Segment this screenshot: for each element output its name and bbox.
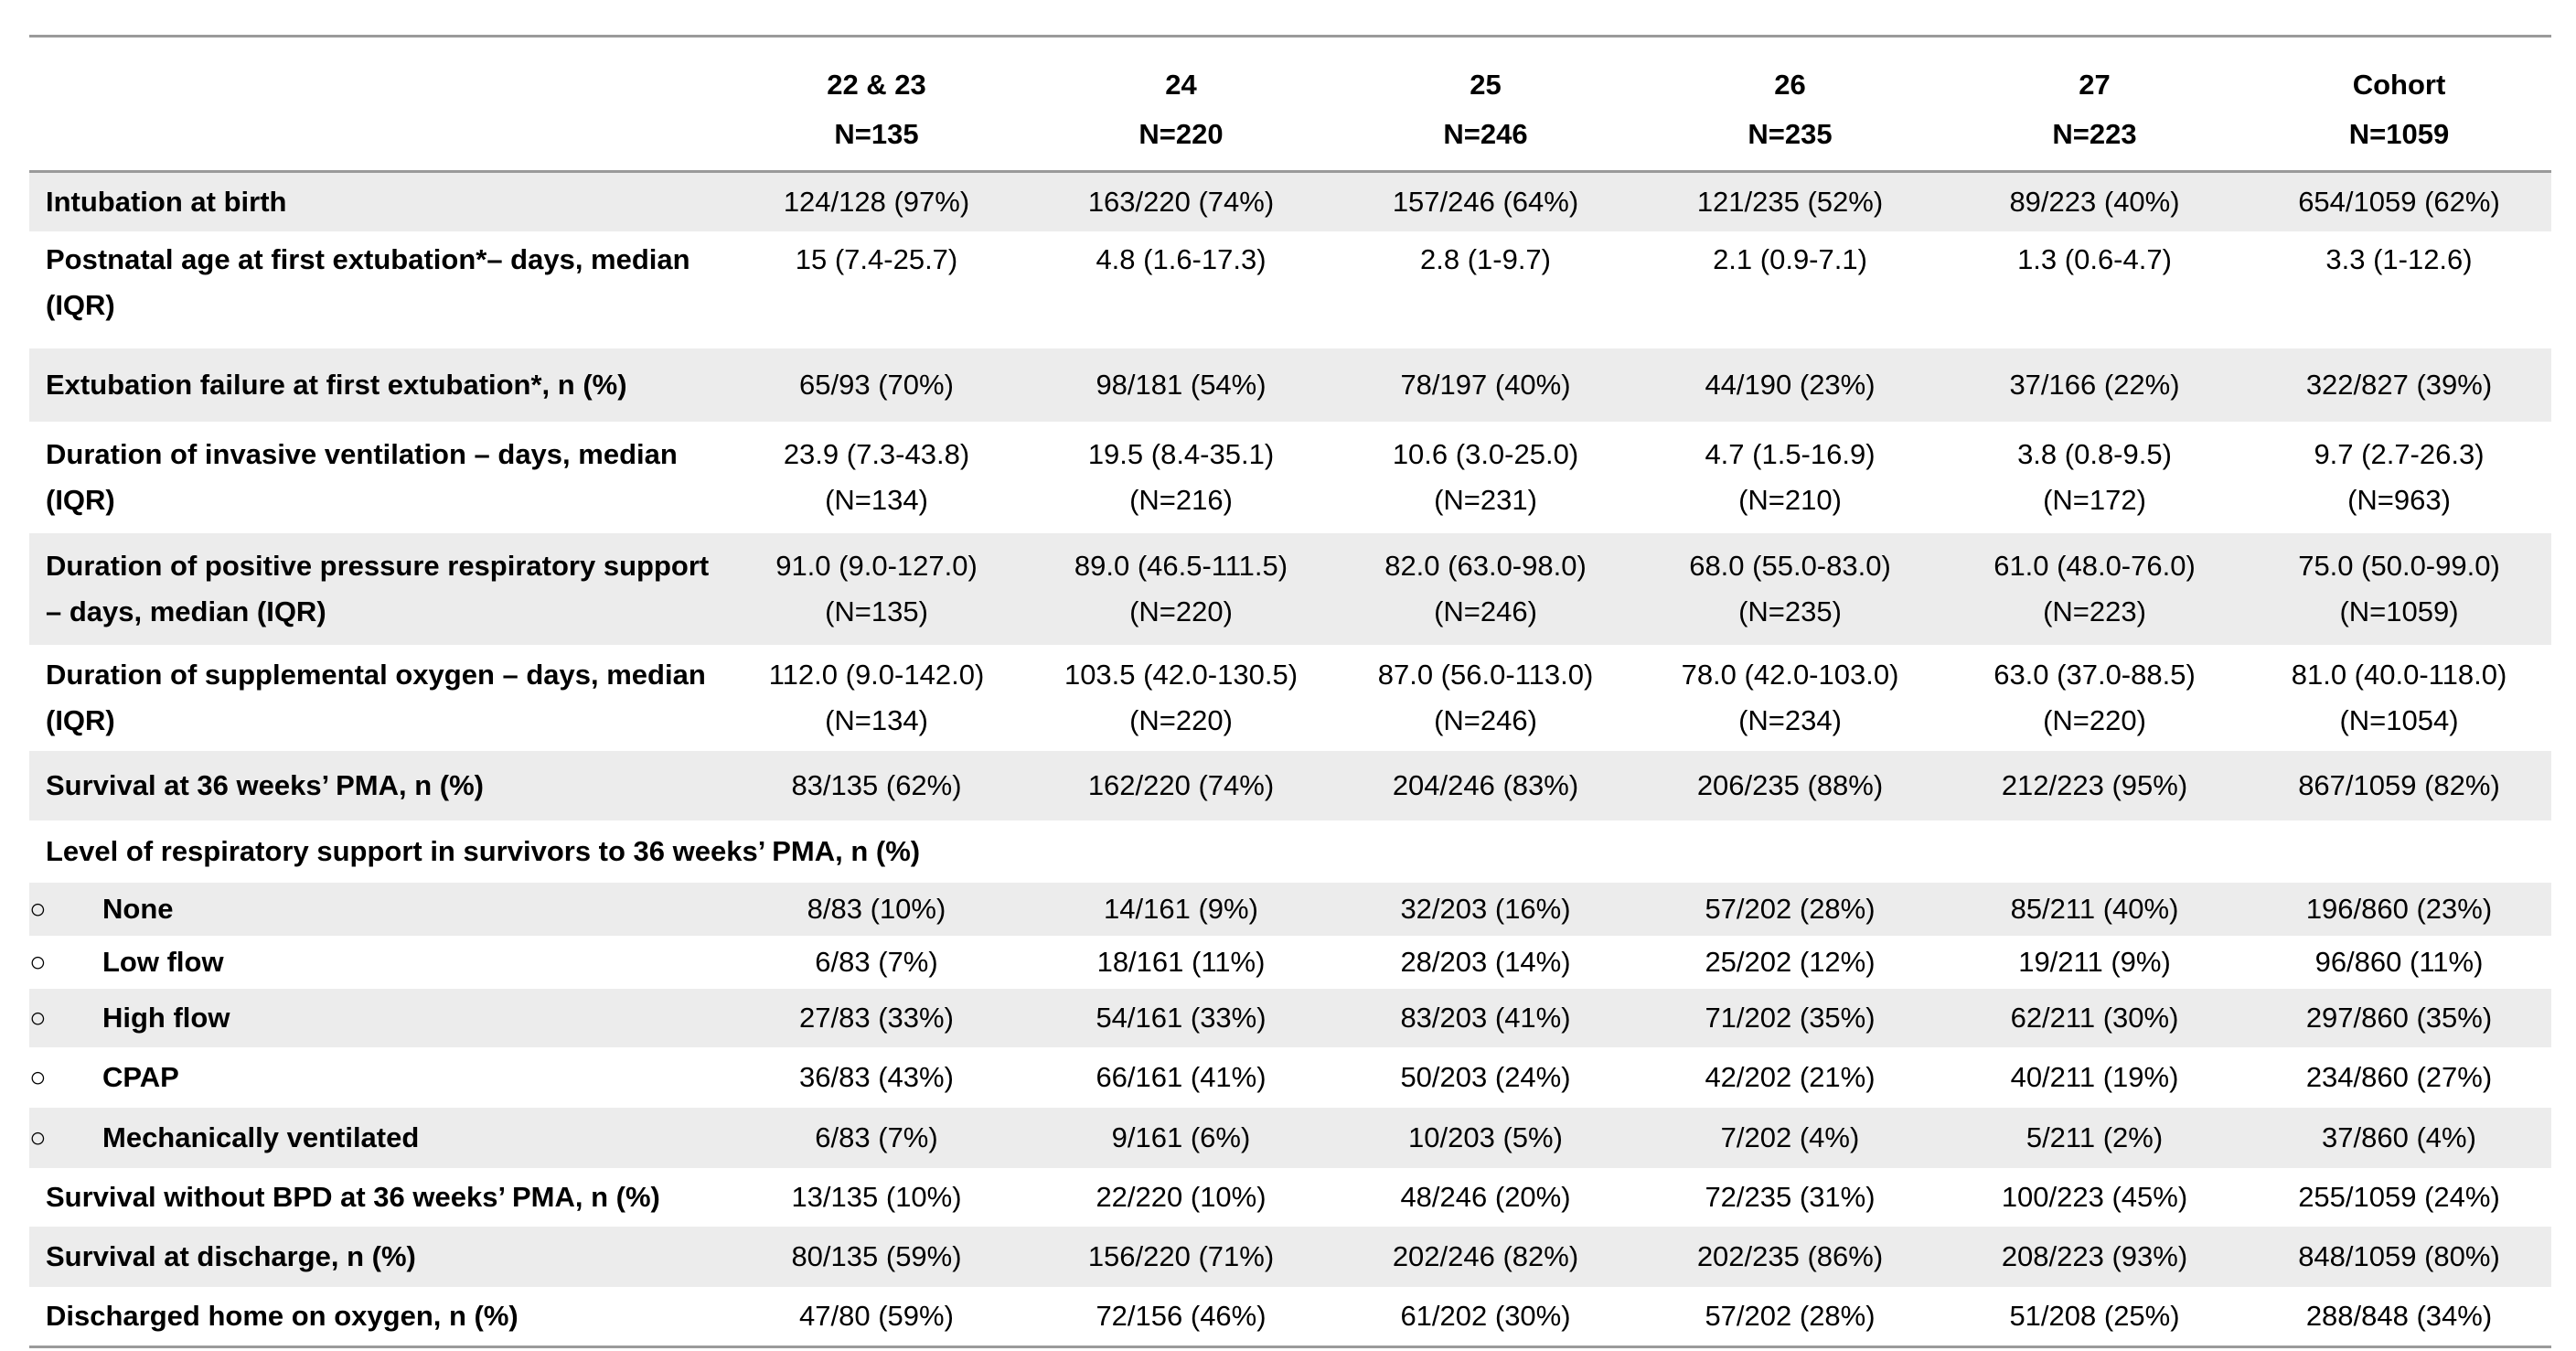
cell-value: 91.0 (9.0-127.0) [775,550,978,582]
table-cell: 288/848 (34%) [2247,1287,2551,1347]
row-label [29,1047,724,1108]
table-cell: 2.8 (1-9.7) [1419,243,1551,275]
table-row [29,751,2551,820]
table-row [29,231,2551,348]
table-cell: 867/1059 (82%) [2247,751,2551,820]
cell-value: 78.0 (42.0-103.0) [1681,659,1899,691]
cell-value: 63.0 (37.0-88.5) [1993,659,2196,691]
table-cell: 78/197 (40%) [1333,348,1638,422]
row-label: Survival at 36 weeks’ PMA, n (%) [29,751,724,820]
table-cell: 5/211 (2%) [1942,1108,2247,1168]
table-cell: 121/235 (52%) [1638,172,1942,232]
header-label: 27 [2079,69,2111,101]
header-n: N=135 [834,118,919,150]
table-cell: 10/203 (5%) [1333,1108,1638,1168]
table-cell: 234/860 (27%) [2305,1061,2493,1093]
table-cell [1029,422,1333,533]
cell-n: (N=235) [1738,595,1842,627]
header-label: 22 & 23 [827,69,926,101]
table-cell [1333,533,1638,645]
row-label-text: Low flow [102,946,224,978]
table-cell: 9/161 (6%) [1029,1108,1333,1168]
cell-n: (N=135) [825,595,928,627]
row-label: Duration of supplemental oxygen – days, median (IQR) [46,659,706,736]
row-label: Duration of positive pressure respiratory support – days, median (IQR) [29,533,724,645]
cell-value: 112.0 (9.0-142.0) [768,659,985,691]
bullet-icon: ○ [29,946,47,978]
table-row [29,172,2551,232]
table-cell: 322/827 (39%) [2247,348,2551,422]
table-cell: 196/860 (23%) [2247,883,2551,936]
table-cell [1029,533,1333,645]
row-label-text: CPAP [102,1061,179,1093]
table-cell: 28/203 (14%) [1400,946,1571,978]
table-cell: 18/161 (11%) [1096,946,1266,978]
cell-n: (N=231) [1434,484,1537,516]
table-cell: 83/135 (62%) [724,751,1029,820]
table-cell: 2.1 (0.9-7.1) [1713,243,1867,275]
table-cell: 13/135 (10%) [791,1181,962,1213]
table-body [29,172,2551,1347]
table-cell [1333,645,1638,751]
table-cell: 96/860 (11%) [2314,946,2484,978]
row-label: Discharged home on oxygen, n (%) [29,1287,724,1347]
header-n: N=220 [1138,118,1224,150]
table-cell: 19/211 (9%) [2018,946,2171,978]
row-label: Extubation failure at first extubation*, n (%) [29,348,724,422]
header-col-22-23 [724,37,1029,172]
table-cell: 163/220 (74%) [1029,172,1333,232]
header-row [29,37,2551,172]
bullet-icon: ○ [29,1061,47,1093]
table-cell: 36/83 (43%) [799,1061,954,1093]
table-cell: 83/203 (41%) [1333,989,1638,1047]
table-cell [1029,645,1333,751]
table-cell [724,645,1029,751]
table-cell: 32/203 (16%) [1333,883,1638,936]
table-cell: 89/223 (40%) [1942,172,2247,232]
row-label [29,883,724,936]
row-label: Duration of invasive ventilation – days, median (IQR) [46,438,678,516]
table-cell [2247,645,2551,751]
table-cell: 80/135 (59%) [724,1227,1029,1287]
cell-n: (N=216) [1129,484,1233,516]
table-cell: 72/156 (46%) [1029,1287,1333,1347]
row-label: Postnatal age at first extubation*– days, median (IQR) [46,243,690,321]
table-row [29,1108,2551,1168]
table-cell: 4.8 (1.6-17.3) [1096,243,1267,275]
table-cell: 85/211 (40%) [1942,883,2247,936]
table-cell: 6/83 (7%) [724,1108,1029,1168]
table-cell: 25/202 (12%) [1705,946,1876,978]
cell-n: (N=134) [825,484,928,516]
table-cell [1638,533,1942,645]
table-row [29,1047,2551,1108]
table-row [29,533,2551,645]
table-cell: 71/202 (35%) [1638,989,1942,1047]
table-cell: 206/235 (88%) [1638,751,1942,820]
table-cell: 57/202 (28%) [1638,883,1942,936]
cell-value: 75.0 (50.0-99.0) [2298,550,2500,582]
cell-value: 89.0 (46.5-111.5) [1074,550,1288,582]
table-row [29,422,2551,533]
cell-value: 3.8 (0.8-9.5) [2017,438,2172,470]
cell-value: 61.0 (48.0-76.0) [1993,550,2196,582]
cell-value: 4.7 (1.5-16.9) [1705,438,1876,470]
table-cell: 37/860 (4%) [2247,1108,2551,1168]
table-cell: 8/83 (10%) [724,883,1029,936]
header-col-26 [1638,37,1942,172]
table-row [29,989,2551,1047]
table-cell: 37/166 (22%) [1942,348,2247,422]
cell-n: (N=172) [2043,484,2146,516]
table-cell: 255/1059 (24%) [2298,1181,2500,1213]
cell-value: 81.0 (40.0-118.0) [2291,659,2507,691]
table-cell: 156/220 (71%) [1029,1227,1333,1287]
table-cell: 14/161 (9%) [1029,883,1333,936]
table-cell [724,533,1029,645]
section-heading-row [29,820,2551,883]
cell-n: (N=220) [2043,704,2146,736]
table-cell: 44/190 (23%) [1638,348,1942,422]
section-heading: Level of respiratory support in survivors to 36 weeks’ PMA, n (%) [46,835,921,867]
cell-n: (N=234) [1738,704,1842,736]
table-cell: 848/1059 (80%) [2247,1227,2551,1287]
table-row [29,1168,2551,1227]
table-row [29,1287,2551,1347]
cell-n: (N=246) [1434,595,1537,627]
table-cell [724,422,1029,533]
table-cell: 15 (7.4-25.7) [795,243,958,275]
row-label-text: High flow [102,1002,230,1034]
cell-n: (N=223) [2043,595,2146,627]
header-col-cohort [2247,37,2551,172]
cell-value: 9.7 (2.7-26.3) [2314,438,2485,470]
header-label: Cohort [2352,69,2446,101]
table-cell: 297/860 (35%) [2247,989,2551,1047]
cell-n: (N=1059) [2339,595,2459,627]
table-cell: 208/223 (93%) [1942,1227,2247,1287]
cell-value: 87.0 (56.0-113.0) [1377,659,1594,691]
table-cell: 98/181 (54%) [1029,348,1333,422]
cell-value: 23.9 (7.3-43.8) [783,438,970,470]
table-cell: 204/246 (83%) [1333,751,1638,820]
cell-n: (N=1054) [2339,704,2459,736]
cell-value: 19.5 (8.4-35.1) [1087,438,1275,470]
header-n: N=246 [1443,118,1528,150]
table-cell: 62/211 (30%) [1942,989,2247,1047]
table-cell: 50/203 (24%) [1400,1061,1571,1093]
table-cell [1638,645,1942,751]
table-cell: 72/235 (31%) [1705,1181,1876,1213]
table-row [29,348,2551,422]
table-cell: 202/246 (82%) [1333,1227,1638,1287]
bullet-icon: ○ [29,1002,47,1034]
header-label: 26 [1774,69,1806,101]
table-cell: 47/80 (59%) [724,1287,1029,1347]
cell-n: (N=220) [1129,595,1233,627]
table-row [29,1227,2551,1287]
row-label: Intubation at birth [29,172,724,232]
table-cell: 42/202 (21%) [1705,1061,1876,1093]
header-n: N=223 [2052,118,2137,150]
header-n: N=235 [1748,118,1833,150]
outcomes-table [29,35,2551,1348]
outcomes-table-container [29,35,2551,1348]
table-cell: 7/202 (4%) [1638,1108,1942,1168]
row-label [29,1108,724,1168]
table-cell: 100/223 (45%) [2001,1181,2188,1213]
table-cell: 22/220 (10%) [1096,1181,1267,1213]
table-cell: 51/208 (25%) [1942,1287,2247,1347]
table-cell: 27/83 (33%) [724,989,1029,1047]
table-cell [1942,645,2247,751]
header-col-25 [1333,37,1638,172]
row-label-text: None [102,893,174,925]
cell-n: (N=963) [2347,484,2451,516]
table-cell: 212/223 (95%) [1942,751,2247,820]
table-row [29,645,2551,751]
bullet-icon: ○ [29,1121,47,1153]
cell-n: (N=220) [1129,704,1233,736]
bullet-icon: ○ [29,893,47,925]
table-cell: 654/1059 (62%) [2247,172,2551,232]
table-cell: 65/93 (70%) [724,348,1029,422]
row-label [29,989,724,1047]
row-label [29,936,724,989]
cell-value: 82.0 (63.0-98.0) [1384,550,1587,582]
table-cell: 54/161 (33%) [1029,989,1333,1047]
cell-n: (N=246) [1434,704,1537,736]
cell-value: 103.5 (42.0-130.5) [1064,659,1299,691]
table-cell: 202/235 (86%) [1638,1227,1942,1287]
table-row [29,883,2551,936]
table-cell: 40/211 (19%) [2010,1061,2179,1093]
row-label: Survival without BPD at 36 weeks’ PMA, n (%) [46,1181,660,1213]
table-cell: 61/202 (30%) [1333,1287,1638,1347]
header-col-27 [1942,37,2247,172]
table-cell [1333,422,1638,533]
table-row [29,936,2551,989]
table-cell: 162/220 (74%) [1029,751,1333,820]
table-cell [1638,422,1942,533]
cell-value: 10.6 (3.0-25.0) [1392,438,1579,470]
table-cell [1942,422,2247,533]
table-cell: 124/128 (97%) [724,172,1029,232]
table-header [29,37,2551,172]
header-label: 25 [1470,69,1502,101]
row-label-text: Mechanically ventilated [102,1121,420,1153]
table-cell: 57/202 (28%) [1638,1287,1942,1347]
table-cell: 6/83 (7%) [815,946,938,978]
table-cell: 66/161 (41%) [1096,1061,1267,1093]
table-cell [2247,533,2551,645]
table-cell: 48/246 (20%) [1400,1181,1571,1213]
table-cell: 157/246 (64%) [1333,172,1638,232]
cell-value: 68.0 (55.0-83.0) [1689,550,1891,582]
table-cell [2247,422,2551,533]
cell-n: (N=134) [825,704,928,736]
table-cell: 3.3 (1-12.6) [2325,243,2473,275]
table-cell [1942,533,2247,645]
table-cell: 1.3 (0.6-4.7) [2017,243,2172,275]
header-col-24 [1029,37,1333,172]
header-blank [29,37,724,172]
cell-n: (N=210) [1738,484,1842,516]
header-label: 24 [1165,69,1197,101]
header-n: N=1059 [2348,118,2450,150]
row-label: Survival at discharge, n (%) [29,1227,724,1287]
